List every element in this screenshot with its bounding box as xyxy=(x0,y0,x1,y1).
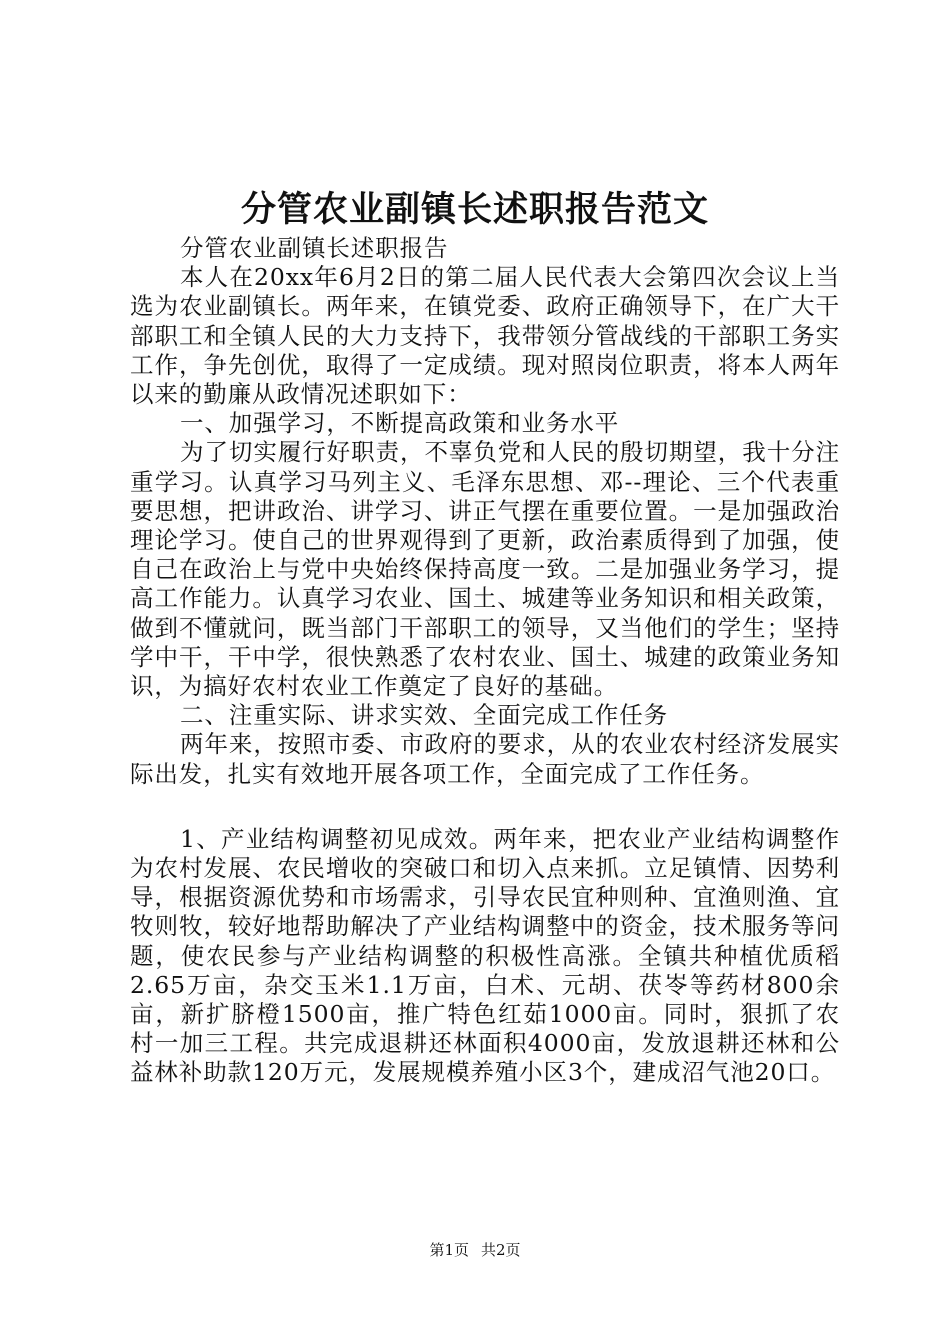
page-total: 共2页 xyxy=(481,1241,521,1259)
report-heading: 分管农业副镇长述职报告 xyxy=(180,234,449,262)
page-number: 第1页 xyxy=(429,1241,469,1259)
paragraph-work: 两年来，按照市委、市政府的要求，从的农业农村经济发展实际出发，扎实有效地开展各项工作，全面完成了工作任务。 xyxy=(130,730,840,788)
section-heading-1: 一、加强学习，不断提高政策和业务水平 xyxy=(180,409,620,438)
document-title: 分管农业副镇长述职报告范文 xyxy=(240,189,709,230)
section-heading-2: 二、注重实际、讲求实效、全面完成工作任务 xyxy=(180,701,668,730)
page-footer xyxy=(0,1240,950,1260)
paragraph-study: 为了切实履行好职责，不辜负党和人民的殷切期望，我十分注重学习。认真学习马列主义、毛泽东思想、邓--理论、三个代表重要思想，把讲政治、讲学习、讲正气摆在重要位置。一是加强政治理论学习。使自己的世界观得到了更新，政治素质得到了加强，使自己在政治上与党中央始终保持高度一致。二是加强业务学习，提高工作能力。认真学习农业、国土、城建等业务知识和相关政策，做到不懂就问，既当部门干部职工的领导，又当他们的学生；坚持学中干，干中学，很快熟悉了农村农业、国土、城建的政策业务知识，为搞好农村农业工作奠定了良好的基础。 xyxy=(130,438,840,701)
paragraph-intro: 本人在20xx年6月2日的第二届人民代表大会第四次会议上当选为农业副镇长。两年来，在镇党委、政府正确领导下，在广大干部职工和全镇人民的大力支持下，我带领分管战线的干部职工务实工作，争先创优，取得了一定成绩。现对照岗位职责，将本人两年以来的勤廉从政情况述职如下： xyxy=(130,263,840,409)
paragraph-industry: 1、产业结构调整初见成效。两年来，把农业产业结构调整作为农村发展、农民增收的突破口和切入点来抓。立足镇情、因势利导，根据资源优势和市场需求，引导农民宜种则种、宜渔则渔、宜牧则牧，较好地帮助解决了产业结构调整中的资金，技术服务等问题，使农民参与产业结构调整的积极性高涨。全镇共种植优质稻2.65万亩，杂交玉米1.1万亩，白术、元胡、茯岺等药材800余亩，新扩脐橙1500亩，推广特色红茹1000亩。同时，狠抓了农村一加三工程。共完成退耕还林面积4000亩，发放退耕还林和公益林补助款120万元，发展规模养殖小区3个，建成沼气池20口。 xyxy=(130,824,840,1087)
document-body xyxy=(130,234,840,1088)
